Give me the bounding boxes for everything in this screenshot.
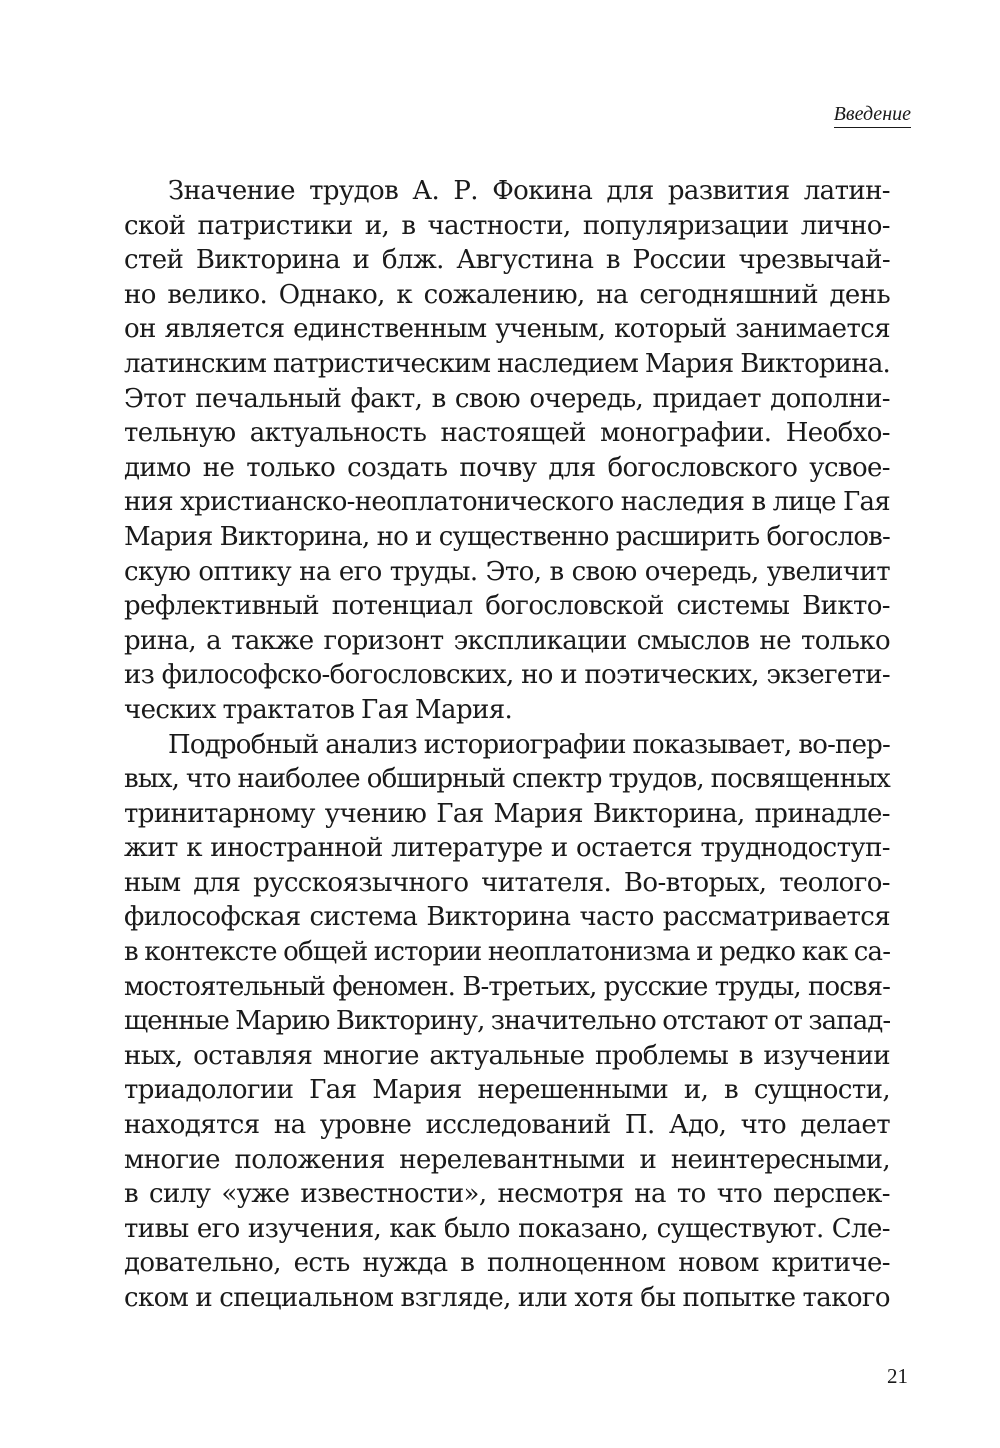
- text-line: тринитарному учению Гая Мария Викторина, принадле-: [124, 798, 890, 829]
- text-line: тивы его изучения, как было показано, существуют. Сле-: [124, 1213, 890, 1244]
- text-line: мостоятельный феномен. В-третьих, русские труды, посвя-: [124, 971, 890, 1002]
- text-line: философская система Викторина часто рассматривается: [124, 902, 890, 933]
- text-line: многие положения нерелевантными и неинтересными,: [124, 1144, 890, 1175]
- text-line: рефлективный потенциал богословской системы Викто-: [124, 591, 890, 622]
- page-number: 21: [887, 1364, 908, 1388]
- paragraph-1: [124, 174, 890, 728]
- text-line: вых, что наиболее обширный спектр трудов, посвященных: [124, 764, 890, 795]
- text-line: Этот печальный факт, в свою очередь, придает дополни-: [124, 383, 890, 414]
- text-line: ным для русскоязычного читателя. Во-вторых, теолого-: [124, 867, 890, 898]
- text-line: щенные Марию Викторину, значительно отстают от запад-: [124, 1006, 891, 1037]
- text-line: довательно, есть нужда в полноценном новом критиче-: [124, 1248, 890, 1279]
- text-line: рина, а также горизонт экспликации смыслов не только: [124, 625, 890, 656]
- running-header-section-title: Введение: [834, 102, 911, 128]
- body-text: [124, 174, 890, 1316]
- text-line: ской патристики и, в частности, популяризации лично-: [124, 210, 890, 241]
- text-line: из философско-богословских, но и поэтических, экзегети-: [124, 660, 890, 691]
- text-line: но велико. Однако, к сожалению, на сегодняшний день: [124, 279, 890, 310]
- text-line: Подробный анализ историографии показывает, во-пер-: [168, 729, 890, 760]
- text-line: тельную актуальность настоящей монографии. Необхо-: [124, 418, 890, 449]
- text-line: скую оптику на его труды. Это, в свою очередь, увеличит: [124, 556, 890, 587]
- text-line: жит к иностранной литературе и остается труднодоступ-: [124, 833, 890, 864]
- text-line: он является единственным ученым, который занимается: [124, 314, 890, 345]
- text-line: ных, оставляя многие актуальные проблемы в изучении: [124, 1040, 890, 1071]
- text-line: латинским патристическим наследием Мария Викторина.: [124, 348, 890, 379]
- text-line: стей Викторина и блж. Августина в России чрезвычай-: [124, 245, 890, 276]
- text-line: в контексте общей истории неоплатонизма и редко как са-: [124, 937, 891, 968]
- text-line: ческих трактатов Гая Мария.: [124, 694, 513, 725]
- paragraph-2: [124, 728, 890, 1316]
- text-line: в силу «уже известности», несмотря на то что перспек-: [124, 1179, 890, 1210]
- text-line: ском и специальном взгляде, или хотя бы попытке такого: [124, 1283, 890, 1313]
- text-line: димо не только создать почву для богословского усвое-: [124, 452, 890, 483]
- text-line: находятся на уровне исследований П. Адо, что делает: [124, 1110, 890, 1141]
- text-line: триадологии Гая Мария нерешенными и, в сущности,: [124, 1075, 890, 1106]
- text-line: Значение трудов А. Р. Фокина для развития латин-: [168, 176, 890, 206]
- text-line: ния христианско-неоплатонического наследия в лице Гая: [124, 487, 890, 518]
- text-line: Мария Викторина, но и существенно расширить богослов-: [124, 521, 890, 552]
